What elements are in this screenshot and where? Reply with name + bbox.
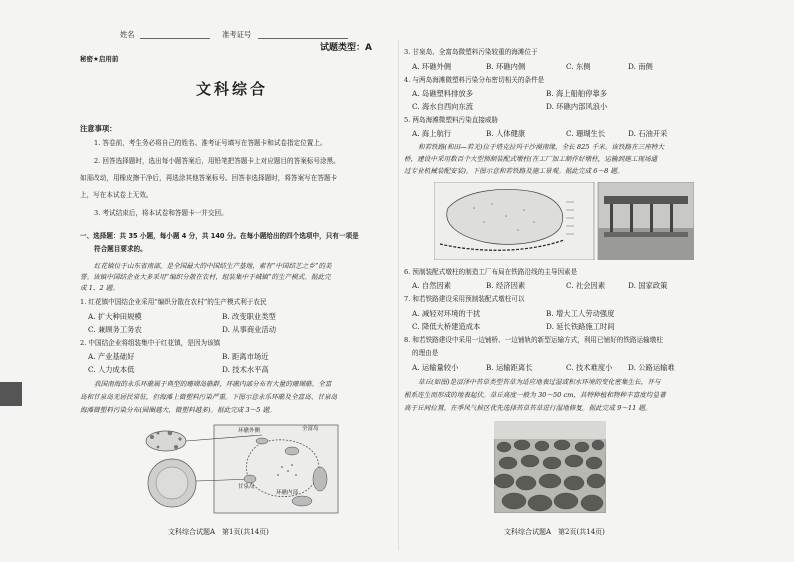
q2-option-b[interactable]: B. 距离市场近 <box>222 352 269 361</box>
name-label: 姓名 <box>120 30 135 39</box>
railway-map <box>434 182 694 260</box>
map-label-ganquan: 甘泉岛 <box>238 484 255 490</box>
exam-no-label: 准考证号 <box>222 30 252 39</box>
page-title: 文科综合 <box>196 80 269 98</box>
q4-option-a[interactable]: A. 岛礁塑料排放多 <box>412 89 473 98</box>
q6-option-b[interactable]: B. 经济因素 <box>486 281 526 290</box>
passage-4-line-3: 高于丘间位置。在季风气候区优先选择苔草苔草进行湿地修复。据此完成 9～11 题。 <box>404 404 652 412</box>
q5-option-a[interactable]: A. 海上航行 <box>412 129 452 138</box>
railway-figure <box>434 182 694 260</box>
q5-option-d[interactable]: D. 石油开采 <box>628 129 668 138</box>
q3-option-b[interactable]: B. 环礁内侧 <box>486 62 526 71</box>
section-1-heading-cont: 符合题目要求的。 <box>94 245 147 253</box>
q6-stem: 6. 预制装配式墩柱的制造工厂布局在铁路沿线的主导因素是 <box>404 268 578 276</box>
q2-option-c[interactable]: C. 人力成本低 <box>88 365 135 374</box>
q5-stem: 5. 两岛海滩微塑料污染直接威胁 <box>404 116 499 124</box>
note-2a: 2. 回答选择题时，选出每小题答案后，用铅笔把答题卡上对应题目的答案标号涂黑。 <box>94 157 340 165</box>
q8-stem: 8. 和若铁路建设中采用一边铺桥、一边铺轨的新型运输方式，利用已铺好的铁路运输墩柱 <box>404 336 663 344</box>
quanfu-island-inset <box>146 431 186 451</box>
q7-option-b[interactable]: B. 增大工人劳动强度 <box>546 309 615 318</box>
note-2b: 如需改动，用橡皮擦干净后，再选涂其他答案标号。回答非选择题时，将答案写在答题卡 <box>80 174 338 182</box>
passage-2-line-1: 我国南海的永乐环礁属于典型的珊瑚岛礁群，环礁内部分布有大量的珊瑚礁。全富 <box>94 380 332 388</box>
passage-2-line-2: 岛和甘泉岛无居民常驻，但海滩上微塑料污染严重。下图示意永乐环礁及全富岛、甘泉岛 <box>80 393 338 401</box>
q1-option-a[interactable]: A. 扩大种田规模 <box>88 312 142 321</box>
q1-option-b[interactable]: B. 改变职业类型 <box>222 312 276 321</box>
map-label-reef-inner: 环礁内部 <box>276 490 299 496</box>
q1-option-d[interactable]: D. 从事商业活动 <box>222 325 277 334</box>
q8-stem-cont: 的理由是 <box>412 349 439 357</box>
q3-stem: 3. 甘泉岛、全富岛微塑料污染较重的海滩位于 <box>404 48 538 56</box>
q4-option-d[interactable]: D. 环礁内部风浪小 <box>546 102 608 111</box>
q2-option-d[interactable]: D. 技术水平高 <box>222 365 269 374</box>
q3-option-a[interactable]: A. 环礁外侧 <box>412 62 452 71</box>
passage-3-line-3: 过专业机械装配安装)。下图示意和若铁路及施工景观。据此完成 6～8 题。 <box>404 167 624 175</box>
passage-3-line-2: 桥，建设中采用数百个大型预制装配式墩柱(在工厂加工制作好墩柱，运输到施工现场通 <box>404 155 658 163</box>
atoll-map-figure <box>142 423 340 515</box>
footer-right: 文科综合试题A 第2页(共14页) <box>504 528 605 536</box>
q7-option-d[interactable]: D. 延长铁路施工时间 <box>546 322 615 331</box>
q5-option-b[interactable]: B. 人体健康 <box>486 129 526 138</box>
binding-margin-mark <box>0 382 22 406</box>
passage-4-line-1: 草丘(如图)是沼泽中苔草类型苔草为适应地表过湿或积水环境的变化密集生长，并与 <box>418 378 661 386</box>
q6-option-d[interactable]: D. 国家政策 <box>628 281 668 290</box>
q4-option-b[interactable]: B. 海上船舶停靠多 <box>546 89 608 98</box>
q8-option-b[interactable]: B. 运输距离长 <box>486 363 533 372</box>
q2-option-a[interactable]: A. 产业基础好 <box>88 352 135 361</box>
q5-option-c[interactable]: C. 珊瑚生长 <box>566 129 606 138</box>
q1-stem: 1. 红花镇中国结企业采用“编织分散在农村”的生产模式利于农民 <box>80 298 267 306</box>
note-2c: 上，写在本试卷上无效。 <box>80 191 153 199</box>
footer-left: 文科综合试题A 第1页(共14页) <box>168 528 269 536</box>
passage-1-line-2: 誉。该镇中国结企业大多采用“编织分散在农村，组装集中于城镇”的生产模式。据此完 <box>80 273 331 281</box>
page-divider <box>398 40 399 550</box>
q1-option-c[interactable]: C. 兼顾务工务农 <box>88 325 142 334</box>
exam-no-field[interactable] <box>258 38 348 39</box>
q6-option-c[interactable]: C. 社会因素 <box>566 281 606 290</box>
q6-option-a[interactable]: A. 自然因素 <box>412 281 452 290</box>
atoll-map <box>142 423 340 515</box>
q7-option-a[interactable]: A. 减轻对环境的干扰 <box>412 309 481 318</box>
map-label-reef-outer: 环礁外侧 <box>238 428 261 434</box>
notes-heading: 注意事项： <box>80 124 117 133</box>
question-type-label: 试题类型：A <box>320 43 372 53</box>
secret-label: 秘密★启用前 <box>80 55 119 63</box>
q4-option-c[interactable]: C. 海水自西向东流 <box>412 102 474 111</box>
note-1: 1. 答卷前，考生务必将自己的姓名、准考证号填写在答题卡和试卷指定位置上。 <box>94 139 327 147</box>
tussock-image <box>494 421 606 513</box>
map-label-quanfu: 全富岛 <box>302 426 319 432</box>
q8-option-c[interactable]: C. 技术难度小 <box>566 363 613 372</box>
q8-option-d[interactable]: D. 公路运输难 <box>628 363 675 372</box>
left-page <box>80 0 390 562</box>
q7-option-c[interactable]: C. 降低大桥建造成本 <box>412 322 481 331</box>
passage-4-line-2: 根系连生而形成的地表起伏。草丘高度一般为 30～50 cm，其特种植和物种丰富度均显著 <box>404 391 666 399</box>
passage-3-line-1: 和若铁路(和田—若羌)位于塔克拉玛干沙漠南缘，全长 825 千米。该铁路在三座特大 <box>418 143 665 151</box>
section-1-heading: 一、选择题：共 35 小题，每小题 4 分，共 140 分。在每小题给出的四个选项中，只有一项是 <box>80 232 359 240</box>
right-page <box>320 0 696 562</box>
note-3: 3. 考试结束后，将本试卷和答题卡一并交回。 <box>94 209 228 217</box>
tussock-photo <box>494 421 606 513</box>
q8-option-a[interactable]: A. 运输量较小 <box>412 363 459 372</box>
passage-2-line-3: 海滩微塑料污染分布(圆圈越大，微塑料越多)。据此完成 3～5 题。 <box>80 406 276 414</box>
passage-1-line-1: 红花镇位于山东省南部，是全国最大的中国结生产基地，素有“中国结艺之乡”的美 <box>94 262 332 270</box>
q7-stem: 7. 和若铁路建设采用预制装配式墩柱可以 <box>404 295 525 303</box>
passage-1-line-3: 成 1、2 题。 <box>80 284 119 292</box>
q3-option-c[interactable]: C. 东侧 <box>566 62 591 71</box>
name-field[interactable] <box>140 38 210 39</box>
q2-stem: 2. 中国结企业将组装集中于红花镇，是因为该镇 <box>80 339 221 347</box>
q4-stem: 4. 与两岛海滩微塑料污染分布密切相关的条件是 <box>404 76 545 84</box>
q3-option-d[interactable]: D. 南侧 <box>628 62 653 71</box>
